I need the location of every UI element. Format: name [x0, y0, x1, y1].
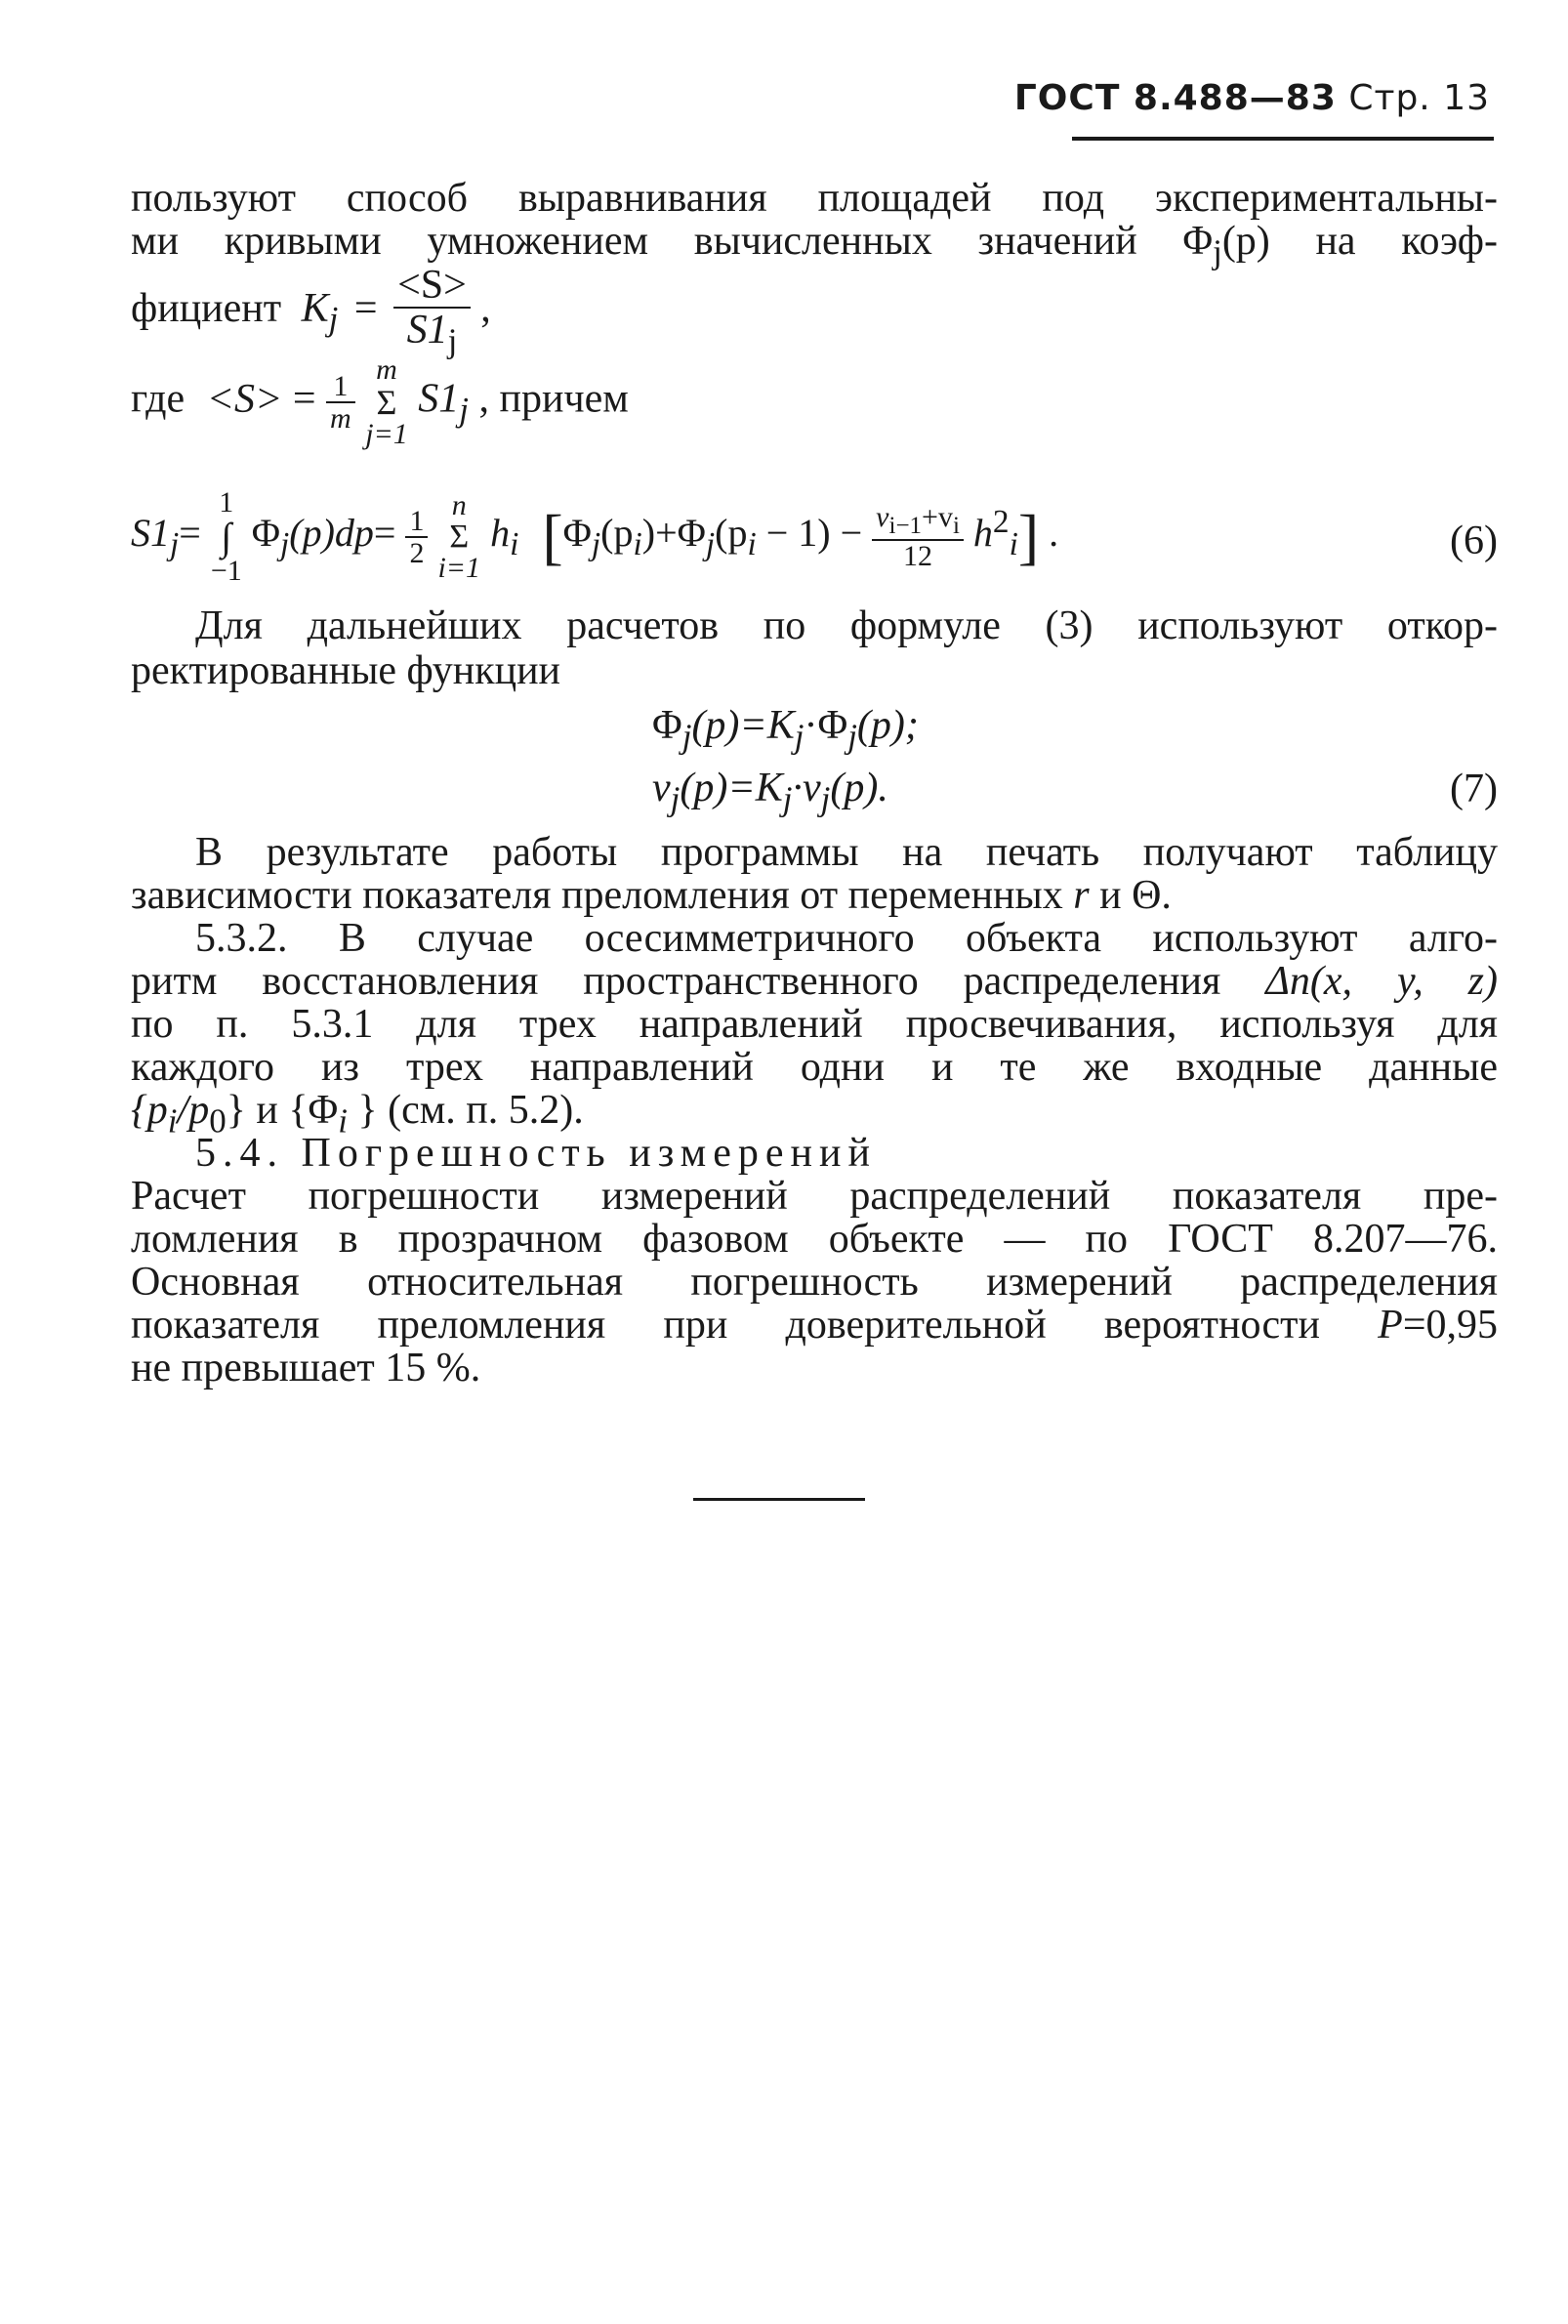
sum6-top: n [451, 489, 467, 521]
page-header [1014, 78, 1490, 118]
text-line-17: Основная относительная погрешность измерений распределения [131, 1260, 1498, 1305]
set-p0: /p [177, 1088, 210, 1133]
coef-k-sub: j [328, 300, 339, 339]
integral-bottom: −1 [210, 555, 242, 587]
sum6-bottom: i=1 [437, 552, 481, 584]
eq6-h-sub: i [510, 526, 519, 563]
text-line-10 [131, 959, 1498, 1004]
set-phi-sub: i [338, 1101, 348, 1141]
sum-operator-eq6 [437, 491, 480, 583]
text-line-12: каждого из трех направлений одни и те же входные данные [131, 1045, 1498, 1090]
text-line-18-pre: показателя преломления при доверительной вероятности [131, 1303, 1320, 1348]
eq6-h: h [490, 511, 511, 556]
equals-sign: = [353, 285, 378, 331]
eq7b-tail: (p)=K [680, 766, 783, 810]
eq7a-tail: (p)=K [691, 703, 795, 748]
equation-7-number: (7) [1450, 767, 1498, 811]
text-line-7: В результате работы программы на печать получают таблицу [195, 830, 1498, 875]
eq6-bracket-a-tail: (p [600, 511, 634, 556]
text-line-8 [131, 873, 1498, 918]
text-line-18 [131, 1303, 1498, 1348]
s1-sub: j [459, 391, 470, 430]
equation-6: $S1_j=$ 1 ∫ −1 $\Phi_j(p)dp=$ $\frac{1}{2}$ n Σ i=1 $h_i$ [$\Phi_j(p_i)+\Phi_j(p_i - 1)$ − $\frac{v_{i-1}+v_i}{12}$ $h^2_i$] . [131, 486, 1059, 587]
eq6-bracket-d: − 1) − [756, 511, 863, 556]
eq7a-tail2: ·Φ [804, 703, 848, 748]
var-theta: Θ. [1132, 873, 1172, 918]
eq6-lhs-sub: j [170, 526, 180, 563]
text-line-1: пользуют способ выравнивания площадей под экспериментальны- [131, 176, 1498, 221]
fraction-kj-den: $S1_j$ [406, 308, 458, 360]
page-number: Стр. 13 [1348, 78, 1490, 118]
text-line-13-tail: } (см. п. 5.2). [347, 1088, 584, 1133]
text-line-5: Для дальнейших расчетов по формуле (3) используют откор- [195, 603, 1498, 648]
left-bracket-icon: [ [542, 502, 563, 571]
sum-operator [365, 355, 408, 449]
fraction-kj-num: <S> [393, 264, 471, 309]
eq7b-tail2: ·v [792, 766, 821, 810]
eq6-integrand-tail: (p)dp [289, 511, 374, 556]
text-line-10-pre: ритм восстановления пространственного распределения [131, 959, 1221, 1004]
comma: , [480, 285, 491, 331]
text-line-11: по п. 5.3.1 для трех направлений просвечивания, используя для [131, 1002, 1498, 1047]
var-r: r [1073, 873, 1090, 918]
fraction-v-den: 12 [903, 540, 933, 573]
set-p0-sub: 0 [209, 1101, 227, 1141]
eq7b-v: v [652, 766, 671, 810]
sum-bottom: j=1 [365, 418, 408, 450]
p-value: =0,95 [1402, 1303, 1498, 1348]
delta-n-xyz: Δn(x, y, z) [1265, 959, 1499, 1004]
text-line-19: не превышает 15 %. [131, 1346, 481, 1390]
eq6-h2-sup: 2 [992, 503, 1010, 540]
set-p-open: {p [131, 1088, 168, 1133]
eq7a-tail3: (p); [856, 703, 919, 748]
eq6-lhs: S1 [131, 511, 170, 556]
set-phi: } и {Φ [226, 1088, 339, 1133]
eq6-h2-sub: i [1009, 526, 1018, 563]
equation-7a: $\Phi_j(p)=K_j\cdot\Phi_j(p)$; [652, 703, 919, 756]
text-line-8-pre: зависимости показателя преломления от переменных [131, 873, 1063, 918]
text-line-4 [131, 355, 1498, 449]
fraction-v [872, 502, 964, 572]
mean-s: <S> [206, 376, 283, 422]
right-bracket-icon: ] [1017, 502, 1040, 571]
end-rule [693, 1498, 865, 1501]
eq7a-phi: Φ [652, 703, 682, 748]
integral-top: 1 [219, 486, 234, 519]
fraction-1-m-num: 1 [326, 371, 355, 404]
eq6-h2: h [972, 511, 993, 556]
fraction-1-m-den: m [330, 402, 351, 435]
gost-number: ГОСТ 8.488—83 [1013, 78, 1337, 118]
text-line-4-pre: где [131, 376, 186, 422]
header-rule [1072, 137, 1494, 141]
text-line-2-main: ми кривыми умножением вычисленных значений Φ [131, 219, 1214, 264]
text-line-3-pre: фициент [131, 285, 282, 331]
fraction-1-m [326, 371, 355, 435]
text-line-15: Расчет погрешности измерений распределений показателя пре- [131, 1174, 1498, 1219]
coef-k: K [301, 285, 329, 331]
section-heading-5-4: 5.4. Погрешность измерений [195, 1131, 877, 1176]
eq6-bracket-b: )+Φ [641, 511, 706, 556]
integral-operator [211, 488, 242, 586]
text-line-4-post: , причем [478, 376, 629, 422]
eq7b-tail3: (p). [830, 766, 888, 810]
text-line-9: 5.3.2. В случае осесимметричного объекта используют алго- [195, 916, 1498, 961]
eq6-bracket-a: Φ [562, 511, 592, 556]
text-line-3 [131, 264, 1498, 359]
integral-icon: ∫ [221, 515, 232, 559]
equals-sign: = [292, 376, 316, 422]
set-p-sub: i [167, 1101, 178, 1141]
sum-top: m [376, 353, 397, 386]
sigma-icon: Σ [376, 383, 397, 422]
equation-7b: $v_j(p)=K_j\cdot v_j(p)$. [652, 766, 888, 818]
text-line-8-mid: и [1099, 873, 1122, 918]
text-line-6: ректированные функции [131, 648, 561, 693]
fraction-half-den: 2 [409, 537, 425, 569]
var-p: P [1378, 1303, 1403, 1348]
s1-term: S1 [418, 376, 460, 422]
text-line-16: ломления в прозрачном фазовом объекте — по ГОСТ 8.207—76. [131, 1217, 1498, 1262]
fraction-v-num: $v_{i-1}+v_i$ [872, 502, 964, 541]
fraction-half-num: 1 [405, 506, 428, 539]
fraction-kj [393, 264, 471, 359]
equation-6-number: (6) [1450, 519, 1498, 563]
eq6-bracket-c: (p [715, 511, 748, 556]
fraction-half [405, 506, 428, 569]
text-line-2-sub: j [1213, 232, 1222, 271]
text-line-2-tail: (p) на коэф- [1221, 219, 1498, 264]
sigma-icon: Σ [449, 519, 470, 555]
text-line-18-value [1378, 1303, 1498, 1348]
eq6-integrand: Φ [251, 511, 280, 556]
